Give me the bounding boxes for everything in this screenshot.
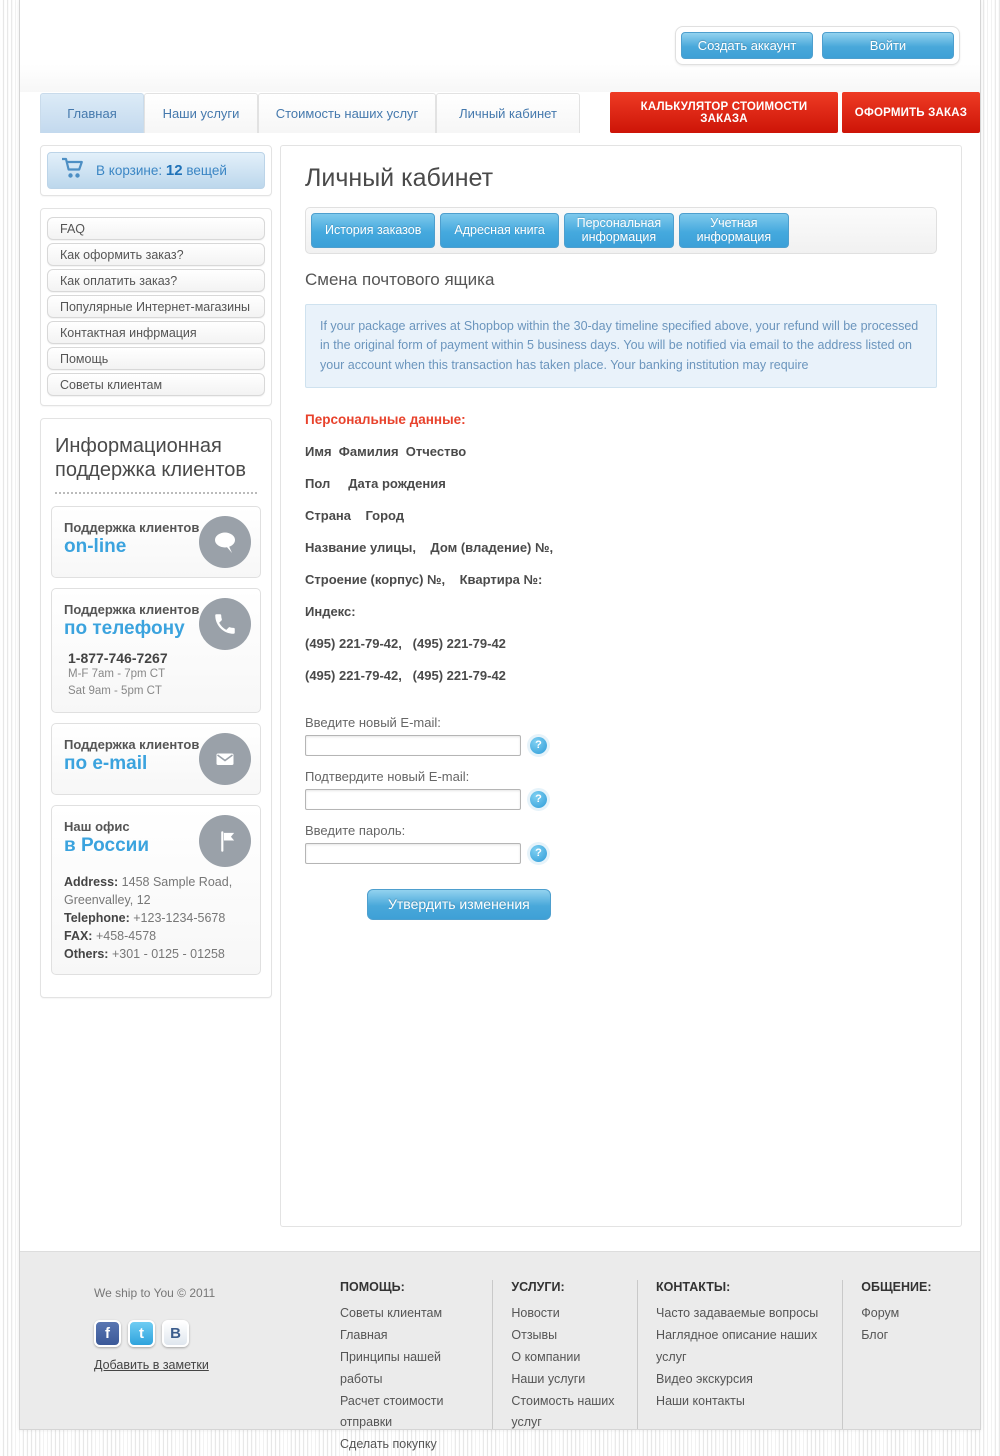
- sidebar-menu: [40, 208, 272, 406]
- footer-link[interactable]: Сделать покупку: [340, 1437, 437, 1452]
- footer-link[interactable]: Отзывы: [511, 1327, 558, 1342]
- footer-brand-block: [94, 1280, 322, 1429]
- tab-personal-info[interactable]: Персональная информация: [564, 213, 674, 248]
- email-change-form: [305, 715, 937, 920]
- footer-link[interactable]: Новости: [511, 1306, 560, 1320]
- support-card-title: Поддержка клиентов: [64, 520, 200, 536]
- twitter-icon[interactable]: t: [128, 1320, 155, 1347]
- nav-tab-pricing[interactable]: Стоимость наших услуг: [258, 93, 436, 133]
- personal-line: Индекс:: [305, 603, 356, 619]
- footer-column-title: КОНТАКТЫ:: [656, 1280, 731, 1294]
- support-hours: M-F 7am - 7pm CT: [68, 668, 166, 681]
- cost-calculator-button[interactable]: КАЛЬКУЛЯТОР СТОИМОСТИ ЗАКАЗА: [610, 92, 838, 133]
- site-header: [20, 0, 980, 92]
- sidebar-item-customer-tips[interactable]: Советы клиентам: [47, 373, 265, 396]
- site-footer: [20, 1251, 980, 1452]
- footer-column-help: [322, 1280, 493, 1452]
- footer-column-title: УСЛУГИ:: [511, 1280, 565, 1294]
- footer-link[interactable]: Видео экскурсия: [656, 1371, 753, 1386]
- bookmark-link[interactable]: Добавить в заметки: [94, 1358, 209, 1372]
- account-tabbar: [305, 207, 937, 254]
- new-email-input[interactable]: [305, 735, 521, 756]
- help-icon[interactable]: ?: [530, 845, 547, 862]
- notice-box: If your package arrives at Shopbop within the 30-day timeline specified above, your refund will be processed in the original form of payment within 5 business days. You will be notified via email to the address listed on your account when this transaction has taken place. Your banking institution may require: [305, 304, 937, 388]
- office-card-subtitle: в России: [64, 834, 150, 856]
- footer-link[interactable]: Форум: [861, 1306, 900, 1320]
- personal-line: (495) 221-79-42, (495) 221-79-42: [305, 667, 506, 683]
- support-phone-number: 1-877-746-7267: [68, 650, 168, 667]
- footer-column-title: ОБЩЕНИЕ:: [861, 1280, 932, 1294]
- footer-column-services: [493, 1280, 638, 1429]
- support-card-online[interactable]: [51, 506, 261, 578]
- support-heading: Информационная поддержка клиентов: [55, 435, 247, 481]
- content-area: [20, 133, 980, 1251]
- sidebar-item-help[interactable]: Помощь: [47, 347, 265, 370]
- new-email-field-group: [305, 715, 937, 756]
- page-container: [19, 0, 981, 1452]
- help-icon[interactable]: ?: [530, 737, 547, 754]
- footer-link[interactable]: Часто задаваемые вопросы: [656, 1306, 819, 1320]
- support-card-email[interactable]: [51, 723, 261, 795]
- page-title: Личный кабинет: [305, 164, 494, 192]
- support-card-subtitle: по e-mail: [64, 752, 148, 774]
- nav-tab-home[interactable]: Главная: [40, 93, 144, 133]
- footer-link[interactable]: Наши услуги: [511, 1371, 586, 1386]
- sidebar: [40, 145, 272, 1227]
- footer-link[interactable]: Главная: [340, 1327, 388, 1342]
- tab-address-book[interactable]: Адресная книга: [440, 213, 558, 248]
- password-input[interactable]: [305, 843, 521, 864]
- help-icon[interactable]: ?: [530, 791, 547, 808]
- personal-line: Страна Город: [305, 507, 405, 523]
- footer-link[interactable]: Принципы нашей работы: [340, 1349, 442, 1386]
- footer-link[interactable]: Наглядное описание наших услуг: [656, 1327, 818, 1364]
- personal-line: Имя Фамилия Отчество: [305, 443, 467, 459]
- support-card-title: Поддержка клиентов: [64, 736, 200, 752]
- password-label: Введите пароль:: [305, 822, 406, 838]
- personal-line: Название улицы, Дом (владение) №,: [305, 539, 554, 555]
- personal-data-heading: Персональные данные:: [305, 411, 466, 427]
- tab-order-history[interactable]: История заказов: [311, 213, 435, 248]
- place-order-button[interactable]: ОФОРМИТЬ ЗАКАЗ: [842, 92, 980, 133]
- section-title: Смена почтового ящика: [305, 269, 495, 289]
- copyright: We ship to You © 2011: [94, 1286, 216, 1300]
- support-hours: Sat 9am - 5pm CT: [68, 685, 162, 698]
- tab-account-info[interactable]: Учетная информация: [679, 213, 789, 248]
- sidebar-item-contact-info[interactable]: Контактная инфрмация: [47, 321, 265, 344]
- envelope-icon: [199, 733, 251, 785]
- support-panel: [40, 418, 272, 998]
- sidebar-item-how-to-order[interactable]: Как оформить заказ?: [47, 243, 265, 266]
- personal-line: Пол Дата рождения: [305, 475, 446, 491]
- flag-icon: [199, 815, 251, 867]
- nav-cta-group: [610, 92, 980, 133]
- sidebar-item-how-to-pay[interactable]: Как оплатить заказ?: [47, 269, 265, 292]
- office-address: Address: 1458 Sample Road, Greenvalley, 12 Telephone: +123-1234-5678 FAX: +458-4578 Others: +301 - 0125 - 01258: [64, 874, 233, 962]
- support-card-subtitle: on-line: [64, 536, 127, 558]
- cart-box: [40, 145, 272, 196]
- confirm-changes-button[interactable]: Утвердить изменения: [367, 889, 551, 920]
- confirm-email-input[interactable]: [305, 789, 521, 810]
- footer-column-community: [843, 1280, 954, 1429]
- personal-line: Строение (корпус) №, Квартира №:: [305, 571, 543, 587]
- phone-icon: [199, 598, 251, 650]
- cart-text: В корзине: 12 вещей: [96, 162, 227, 179]
- facebook-icon[interactable]: f: [94, 1320, 121, 1347]
- social-icons: [94, 1320, 322, 1347]
- login-button[interactable]: Войти: [822, 32, 954, 59]
- password-field-group: [305, 823, 937, 864]
- cart-icon: [60, 156, 86, 185]
- cart-status[interactable]: [47, 152, 265, 189]
- auth-buttons: [675, 26, 960, 65]
- footer-column-title: ПОМОЩЬ:: [340, 1280, 405, 1294]
- footer-link[interactable]: Расчет стоимости отправки: [340, 1393, 444, 1430]
- support-card-phone[interactable]: [51, 588, 261, 713]
- chat-bubble-icon: [199, 516, 251, 568]
- main-nav: [20, 92, 980, 133]
- main-panel: [280, 145, 962, 1227]
- nav-tab-services[interactable]: Наши услуги: [144, 93, 258, 133]
- footer-link[interactable]: Советы клиентам: [340, 1306, 443, 1320]
- footer-link[interactable]: Блог: [861, 1327, 889, 1342]
- vkontakte-icon[interactable]: B: [162, 1320, 189, 1347]
- new-email-label: Введите новый E-mail:: [305, 714, 441, 730]
- office-card-title: Наш офис: [64, 818, 130, 834]
- dotted-divider: [55, 492, 257, 494]
- sidebar-item-popular-shops[interactable]: Популярные Интернет-магазины: [47, 295, 265, 318]
- support-card-subtitle: по телефону: [64, 618, 185, 640]
- create-account-button[interactable]: Создать аккаунт: [681, 32, 813, 59]
- footer-column-contacts: [638, 1280, 843, 1429]
- support-card-title: Поддержка клиентов: [64, 602, 200, 618]
- footer-link[interactable]: Стоимость наших услуг: [511, 1393, 615, 1430]
- cart-count: 12: [165, 162, 183, 179]
- footer-link[interactable]: О компании: [511, 1349, 581, 1364]
- footer-link[interactable]: Наши контакты: [656, 1393, 745, 1408]
- office-card[interactable]: [51, 805, 261, 976]
- nav-tab-account[interactable]: Личный кабинет: [436, 93, 580, 133]
- personal-line: (495) 221-79-42, (495) 221-79-42: [305, 635, 506, 651]
- confirm-email-label: Подтвердите новый E-mail:: [305, 768, 470, 784]
- sidebar-item-faq[interactable]: FAQ: [47, 217, 265, 240]
- confirm-email-field-group: [305, 769, 937, 810]
